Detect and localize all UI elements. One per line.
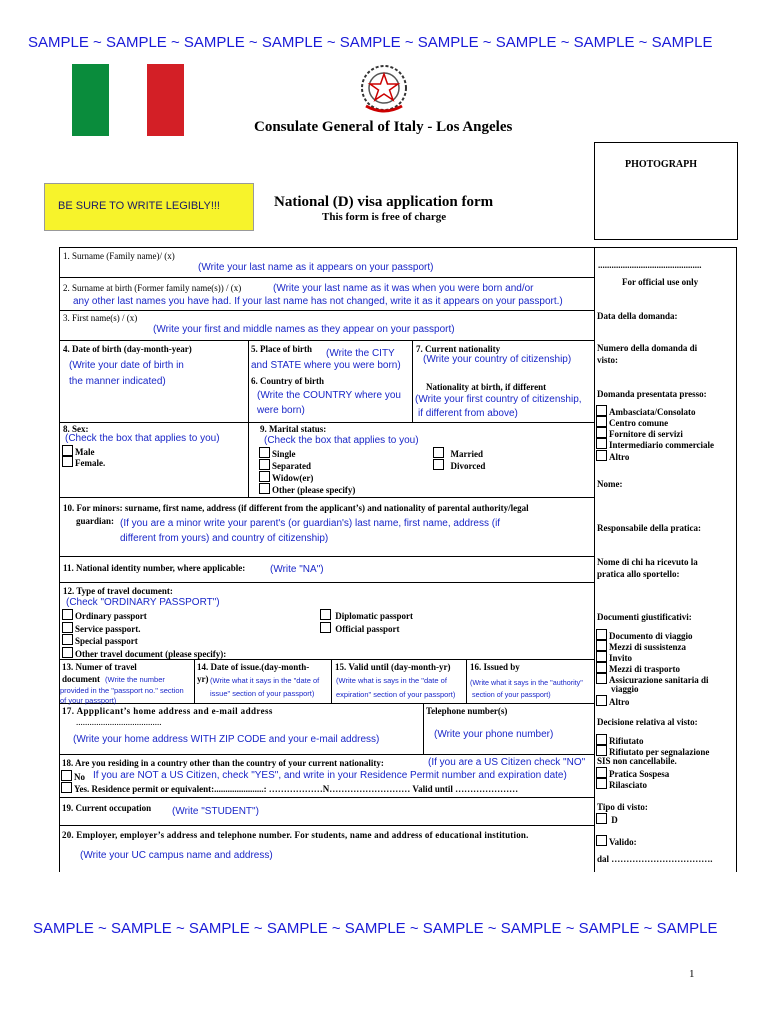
first-name-input[interactable] bbox=[62, 322, 592, 338]
travel-doc-other-label: Other travel document (please specify): bbox=[75, 649, 227, 659]
field-17-dots: ...................................... bbox=[76, 717, 162, 727]
field-7b-hint-b: if different from above) bbox=[418, 408, 518, 419]
checkbox-icon[interactable] bbox=[320, 609, 331, 620]
checkbox-icon[interactable] bbox=[596, 450, 607, 461]
sex-male-label: Male bbox=[75, 447, 95, 457]
field-6-label: 6. Country of birth bbox=[251, 376, 325, 386]
residing-no-label: No bbox=[74, 772, 85, 782]
home-address-input[interactable] bbox=[62, 716, 420, 752]
consulate-title: Consulate General of Italy - Los Angeles bbox=[254, 119, 513, 135]
marital-single-label: Single bbox=[272, 449, 296, 459]
field-1-hint: (Write your last name as it appears on your passport) bbox=[198, 262, 434, 273]
checkbox-icon[interactable] bbox=[259, 447, 270, 458]
presented-option-label: Centro comune bbox=[609, 418, 669, 428]
field-15-hint-a: (Write what is says in the "date of bbox=[336, 676, 447, 685]
presented-option-3[interactable] bbox=[596, 438, 714, 450]
marital-divorced-option[interactable] bbox=[433, 459, 485, 471]
official-received-label-b: pratica allo sportello: bbox=[597, 569, 680, 579]
visa-type-d-option[interactable] bbox=[596, 813, 618, 825]
field-7-hint: (Write your country of citizenship) bbox=[423, 354, 572, 365]
field-19-hint: (Write "STUDENT") bbox=[172, 806, 259, 817]
phone-hint: (Write your phone number) bbox=[434, 729, 554, 740]
checkbox-icon[interactable] bbox=[61, 782, 72, 793]
official-received-label-a: Nome di chi ha ricevuto la bbox=[597, 557, 698, 567]
checkbox-icon[interactable] bbox=[596, 629, 607, 640]
sex-female-label: Female. bbox=[75, 458, 106, 468]
photograph-box bbox=[594, 142, 738, 240]
field-13-hint-b: provided in the "passport no." section bbox=[60, 686, 184, 695]
travel-doc-service-label: Service passport. bbox=[75, 624, 141, 634]
sample-banner-bottom: SAMPLE ~ SAMPLE ~ SAMPLE ~ SAMPLE ~ SAMPLE ~ SAMPLE ~ SAMPLE ~ SAMPLE ~ SAMPLE bbox=[33, 920, 718, 937]
official-responsible-label: Responsabile della pratica: bbox=[597, 523, 702, 533]
page-number: 1 bbox=[689, 968, 695, 980]
travel-doc-service-option[interactable] bbox=[62, 622, 141, 634]
field-11-label: 11. National identity number, where applicable: bbox=[63, 563, 246, 573]
field-20-label: 20. Employer, employer’s address and telephone number. For students, name and address of educational institution. bbox=[62, 830, 529, 840]
checkbox-icon[interactable] bbox=[596, 405, 607, 416]
field-4-hint-b: the manner indicated) bbox=[69, 376, 166, 387]
checkbox-icon[interactable] bbox=[596, 734, 607, 745]
travel-doc-ordinary-label: Ordinary passport bbox=[75, 611, 147, 621]
field-14-label-a: 14. Date of issue.(day-month- bbox=[197, 662, 310, 672]
field-6-hint-b: were born) bbox=[257, 405, 305, 416]
field-13-label-a: 13. Numer of travel bbox=[62, 662, 137, 672]
official-dal-label: dal ……………………………. bbox=[597, 854, 713, 864]
field-17-label: 17. Appplicant’s home address and e-mail address bbox=[62, 706, 273, 716]
legibly-note-text: BE SURE TO WRITE LEGIBLY!!! bbox=[58, 200, 220, 212]
checkbox-icon[interactable] bbox=[596, 778, 607, 789]
field-8-label: 8. Sex: bbox=[63, 424, 89, 434]
marital-married-option[interactable] bbox=[433, 447, 483, 459]
docs-option-label: Mezzi di trasporto bbox=[609, 664, 680, 674]
presented-option-label: Fornitore di servizi bbox=[609, 429, 683, 439]
field-13-hint-c: of your passport) bbox=[60, 696, 117, 705]
decision-option-label: Rifiutato bbox=[609, 736, 644, 746]
field-12-label: 12. Type of travel document: bbox=[63, 586, 173, 596]
residing-yes-option[interactable] bbox=[61, 782, 518, 794]
field-13-hint-a: (Write the number bbox=[105, 675, 165, 684]
residing-no-option[interactable] bbox=[61, 770, 85, 782]
marital-other-label: Other (please specify) bbox=[272, 485, 356, 495]
official-use-only: For official use only bbox=[622, 277, 699, 287]
field-8-hint: (Check the box that applies to you) bbox=[65, 433, 220, 444]
marital-single-option[interactable] bbox=[259, 447, 296, 459]
marital-divorced-label: Divorced bbox=[450, 461, 486, 471]
field-17-hint: (Write your home address WITH ZIP CODE and your e-mail address) bbox=[73, 734, 380, 745]
checkbox-icon[interactable] bbox=[596, 438, 607, 449]
checkbox-icon[interactable] bbox=[62, 445, 73, 456]
presented-option-4[interactable] bbox=[596, 450, 629, 462]
sis-text: SIS non cancellabile. bbox=[597, 756, 677, 766]
marital-separated-option[interactable] bbox=[259, 459, 311, 471]
decision-option-label: Pratica Sospesa bbox=[609, 769, 670, 779]
travel-doc-diplomatic-label: Diplomatic passport bbox=[335, 611, 414, 621]
official-name-label: Nome: bbox=[597, 479, 623, 489]
date-of-birth-input[interactable] bbox=[62, 356, 246, 418]
official-presented-label: Domanda presentata presso: bbox=[597, 389, 707, 399]
marital-other-option[interactable] bbox=[259, 483, 355, 495]
checkbox-icon[interactable] bbox=[320, 622, 331, 633]
docs-option-label: Mezzi di sussistenza bbox=[609, 642, 686, 652]
field-7b-hint-a: (Write your first country of citizenship, bbox=[415, 394, 582, 405]
presented-option-label: Altro bbox=[609, 452, 630, 462]
checkbox-icon[interactable] bbox=[596, 673, 607, 684]
phone-input[interactable] bbox=[426, 718, 592, 752]
field-2-label: 2. Surname at birth (Former family name(s)) / (x) bbox=[63, 283, 242, 293]
field-7-label: 7. Current nationality bbox=[416, 344, 501, 354]
presented-option-label: Intermediario commerciale bbox=[609, 440, 715, 450]
valid-label: Valido: bbox=[609, 837, 637, 847]
form-title: National (D) visa application form bbox=[274, 194, 494, 210]
field-2-hint-b: any other last names you have had. If your last name has not changed, write it as it appears on your passport.) bbox=[73, 296, 563, 307]
checkbox-icon[interactable] bbox=[62, 647, 73, 658]
marital-widow-label: Widow(er) bbox=[272, 473, 314, 483]
checkbox-icon[interactable] bbox=[259, 459, 270, 470]
field-19-label: 19. Current occupation bbox=[62, 803, 152, 813]
italian-flag bbox=[72, 64, 184, 136]
field-5-hint-b: and STATE where you were born) bbox=[251, 360, 401, 371]
field-10-label-b: guardian: bbox=[76, 516, 115, 526]
checkbox-icon[interactable] bbox=[596, 695, 607, 706]
field-10-hint-a: (If you are a minor write your parent's (or guardian's) last name, first name, address (if bbox=[120, 518, 501, 529]
surname-input[interactable] bbox=[62, 260, 592, 276]
checkbox-icon[interactable] bbox=[596, 835, 607, 846]
sample-banner-top: SAMPLE ~ SAMPLE ~ SAMPLE ~ SAMPLE ~ SAMPLE ~ SAMPLE ~ SAMPLE ~ SAMPLE ~ SAMPLE bbox=[28, 34, 713, 51]
residing-yes-label: Yes. Residence permit or equivalent:......................: ………………N……………………… Valid until ………………… bbox=[74, 784, 519, 794]
marital-married-label: Married bbox=[450, 449, 483, 459]
field-6-hint-a: (Write the COUNTRY where you bbox=[257, 390, 401, 401]
field-4-label: 4. Date of birth (day-month-year) bbox=[63, 344, 192, 354]
marital-widow-option[interactable] bbox=[259, 471, 313, 483]
field-1-label: 1. Surname (Family name)/ (x) bbox=[63, 251, 175, 261]
checkbox-icon[interactable] bbox=[62, 634, 73, 645]
field-16-hint-a: (Write what it says in the "authority" bbox=[470, 678, 583, 687]
field-15-label: 15. Valid until (day-month-yr) bbox=[335, 662, 451, 672]
checkbox-icon[interactable] bbox=[596, 813, 607, 824]
minors-guardian-input[interactable] bbox=[62, 528, 592, 554]
decision-option-3[interactable] bbox=[596, 778, 647, 790]
checkbox-icon[interactable] bbox=[596, 640, 607, 651]
field-20-hint: (Write your UC campus name and address) bbox=[80, 850, 273, 861]
travel-doc-special-option[interactable] bbox=[62, 634, 138, 646]
presented-option-label: Ambasciata/Consolato bbox=[609, 407, 696, 417]
phone-label: Telephone number(s) bbox=[426, 706, 508, 716]
docs-option-label: Assicurazione sanitaria di bbox=[609, 675, 709, 685]
field-18-hint-a: (If you are a US Citizen check "NO" bbox=[428, 757, 586, 768]
field-18-label: 18. Are you residing in a country other than the country of your current nationality: bbox=[62, 758, 384, 768]
checkbox-icon[interactable] bbox=[596, 767, 607, 778]
docs-option-label: Altro bbox=[609, 697, 630, 707]
field-14-hint-a: (Write what it says in the "date of bbox=[210, 676, 320, 685]
field-5-hint-a: (Write the CITY bbox=[326, 348, 395, 359]
field-7b-label: Nationality at birth, if different bbox=[426, 382, 547, 392]
checkbox-icon[interactable] bbox=[596, 651, 607, 662]
travel-doc-official-option[interactable] bbox=[320, 622, 400, 634]
docs-option-5[interactable] bbox=[596, 695, 629, 707]
checkbox-icon[interactable] bbox=[259, 471, 270, 482]
travel-doc-official-label: Official passport bbox=[335, 624, 400, 634]
official-number-label-a: Numero della domanda di bbox=[597, 343, 698, 353]
field-9-hint: (Check the box that applies to you) bbox=[264, 435, 419, 446]
official-visa-type-label: Tipo di visto: bbox=[597, 802, 648, 812]
official-number-label-b: visto: bbox=[597, 355, 618, 365]
checkbox-icon[interactable] bbox=[433, 459, 444, 470]
decision-option-label: Rilasciato bbox=[609, 780, 647, 790]
sex-female-option[interactable] bbox=[62, 456, 105, 468]
form-subtitle: This form is free of charge bbox=[322, 211, 447, 223]
field-10-hint-b: different from yours) and country of citizenship) bbox=[120, 533, 329, 544]
official-date-label: Data della domanda: bbox=[597, 311, 678, 321]
travel-doc-other-option[interactable] bbox=[62, 647, 226, 659]
field-2-hint-a: (Write your last name as it was when you were born and/or bbox=[273, 283, 534, 294]
field-14-label-b: yr) bbox=[197, 674, 209, 684]
field-11-hint: (Write "NA") bbox=[270, 564, 324, 575]
field-14-hint-b: issue" section of your passport) bbox=[210, 689, 315, 698]
legibly-note bbox=[44, 183, 254, 231]
field-9-label: 9. Marital status: bbox=[260, 424, 327, 434]
field-16-hint-b: section of your passport) bbox=[472, 690, 551, 699]
field-10-label-a: 10. For minors: surname, first name, address (if different from the applicant’s) and nationality of parental authority/legal bbox=[63, 503, 529, 513]
checkbox-icon[interactable] bbox=[62, 609, 73, 620]
docs-option-label: Invito bbox=[609, 653, 633, 663]
travel-doc-ordinary-option[interactable] bbox=[62, 609, 147, 621]
checkbox-icon[interactable] bbox=[61, 770, 72, 781]
italy-emblem-icon bbox=[356, 62, 412, 118]
checkbox-icon[interactable] bbox=[596, 427, 607, 438]
docs-option-label: Documento di viaggio bbox=[609, 631, 693, 641]
checkbox-icon[interactable] bbox=[433, 447, 444, 458]
valid-option[interactable] bbox=[596, 835, 637, 847]
field-16-label: 16. Issued by bbox=[470, 662, 520, 672]
national-id-input[interactable] bbox=[262, 560, 592, 578]
official-dots: .............................................. bbox=[598, 260, 702, 270]
checkbox-icon[interactable] bbox=[596, 662, 607, 673]
occupation-input[interactable] bbox=[170, 800, 590, 822]
field-5-label: 5. Place of birth bbox=[251, 344, 312, 354]
official-docs-label: Documenti giustificativi: bbox=[597, 612, 692, 622]
field-3-hint: (Write your first and middle names as they appear on your passport) bbox=[153, 324, 455, 335]
checkbox-icon[interactable] bbox=[62, 622, 73, 633]
decision-option-label: Rifiutato per segnalazione bbox=[609, 747, 710, 757]
field-15-hint-b: expiration" section of your passport) bbox=[336, 690, 456, 699]
docs-viaggio-label: viaggio bbox=[611, 684, 639, 694]
employer-input[interactable] bbox=[62, 845, 592, 871]
travel-doc-diplomatic-option[interactable] bbox=[320, 609, 413, 621]
official-decision-label: Decisione relativa al visto: bbox=[597, 717, 698, 727]
checkbox-icon[interactable] bbox=[596, 745, 607, 756]
checkbox-icon[interactable] bbox=[596, 416, 607, 427]
checkbox-icon[interactable] bbox=[259, 483, 270, 494]
checkbox-icon[interactable] bbox=[62, 456, 73, 467]
visa-type-d-label: D bbox=[611, 815, 618, 825]
marital-separated-label: Separated bbox=[272, 461, 311, 471]
surname-at-birth-input[interactable] bbox=[62, 292, 592, 308]
field-4-hint-a: (Write your date of birth in bbox=[69, 360, 184, 371]
field-12-hint: (Check "ORDINARY PASSPORT") bbox=[66, 597, 220, 608]
field-13-label-b: document bbox=[62, 674, 100, 684]
field-18-hint-b: If you are NOT a US Citizen, check "YES", and write in your Residence Permit number and expiration date) bbox=[93, 770, 567, 781]
photograph-label: PHOTOGRAPH bbox=[625, 159, 698, 170]
travel-doc-special-label: Special passport bbox=[75, 636, 138, 646]
field-3-label: 3. First name(s) / (x) bbox=[63, 313, 138, 323]
